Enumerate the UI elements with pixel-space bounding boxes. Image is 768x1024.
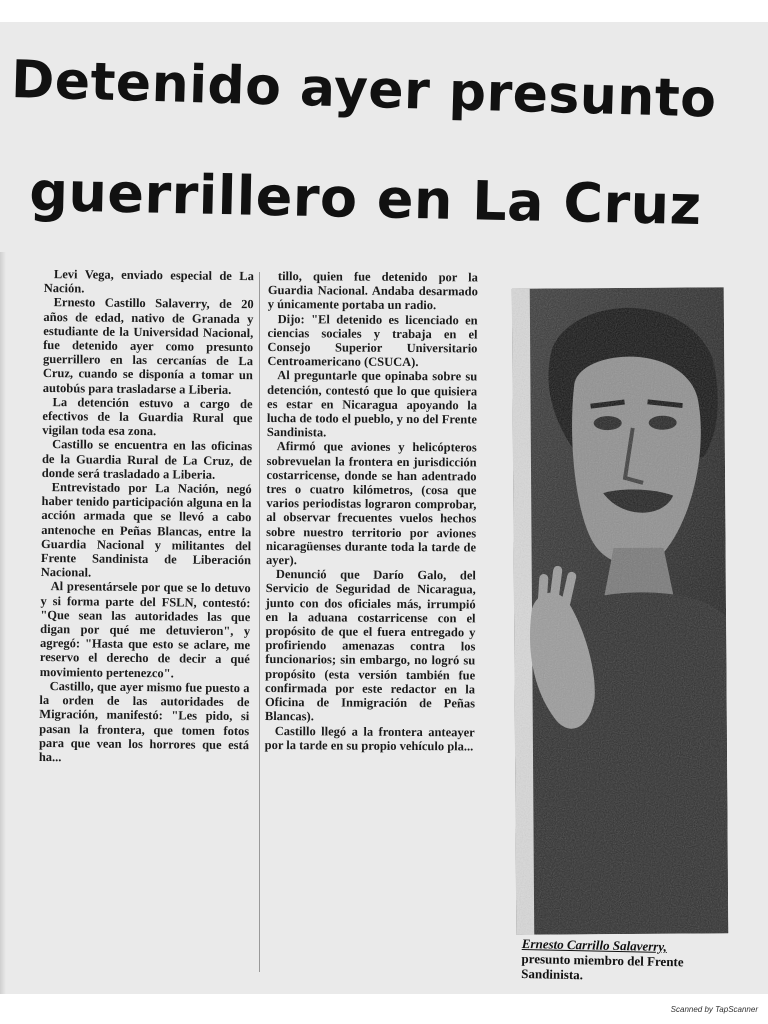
column-divider xyxy=(259,272,260,972)
article-column-1 xyxy=(39,267,254,766)
article-paragraph: Castillo, que ayer mismo fue puesto a la orden de las autoridades de Migración, manifestó: "Les pido, si pasan la frontera, que tomen fotos para que vean los horrores que está ha... xyxy=(38,678,250,765)
headline-line-1: Detenido ayer presunto xyxy=(10,50,718,130)
article-paragraph: Levi Vega, enviado especial de La Nación. xyxy=(43,267,254,296)
article-paragraph: Dijo: "El detenido es licenciado en ciencias sociales y trabaja en el Consejo Superior Universitario Centroamericano (CSUCA). xyxy=(267,311,478,370)
article-paragraph: Al preguntarle que opinaba sobre su detención, contestó que lo que quisiera es estar en Nicaragua apoyando la lucha de todo el pueblo, y no del Frente Sandinista. xyxy=(266,368,478,440)
portrait-image xyxy=(512,287,729,934)
article-paragraph: La detención estuvo a cargo de efectivos de la Guardia Rural que vigilan toda esa zona. xyxy=(42,394,253,439)
photo-caption xyxy=(521,936,746,986)
article-paragraph: Ernesto Castillo Salaverry, de 20 años de edad, nativo de Granada y estudiante de la Universidad Nacional, fue detenido ayer como presunto guerrillero en las cercanías de La Cruz, cuando se disponía a tomar un autobús para trasladarse a Liberia. xyxy=(42,295,254,397)
article-paragraph: tillo, quien fue detenido por la Guardia Nacional. Andaba desarmado y únicamente portaba un radio. xyxy=(267,269,478,313)
article-paragraph: Entrevistado por La Nación, negó haber tenido participación alguna en la acción armada que se llevó a cabo antenoche en Peñas Blancas, entre la Guardia Nacional y militantes del Frente Sandinista de Liberación Nacional. xyxy=(40,480,252,580)
article-paragraph: Denunció que Darío Galo, del Servicio de Seguridad de Nicaragua, junto con dos oficiales más, irrumpió en la aduana costarricense con el propósito de que el fuera entregado y profiriendo amenazas contra los funcionarios; sin embargo, no logró su propósito (esta versión también fue confirmada por este redactor en la Oficina de Inmigración de Peñas Blancas). xyxy=(264,567,476,724)
portrait-photo xyxy=(512,287,729,934)
article-paragraph: Castillo se encuentra en las oficinas de la Guardia Rural de La Cruz, de donde será trasladado a Liberia. xyxy=(41,437,253,482)
caption-name: Ernesto Carrillo Salaverry, xyxy=(521,936,668,955)
article-paragraph: Afirmó que aviones y helicópteros sobrevuelan la frontera en jurisdicción costarricense, donde se han adentrado tres o cuatro kilómetros, (cosa que varios periodistas lograron comprobar, al observar frecuentes vuelos hechos sobre nuestro territorio por aviones nicaragüenses durante toda la tarde de ayer). xyxy=(265,439,477,568)
article-paragraph: Al presentársele por que se lo detuvo y si forma parte del FSLN, contestó: "Que sean las autoridades las que digan por qué me detuvieron", y agregó: "Hasta que esto se aclare, me reservo el derecho de decir a qué movimiento pertenezco". xyxy=(39,579,251,681)
article-paragraph: Castillo llegó a la frontera anteayer por la tarde en su propio vehículo pla... xyxy=(264,723,475,754)
article-column-2 xyxy=(265,269,478,753)
newspaper-clipping xyxy=(0,22,768,994)
scanner-watermark: Scanned by TapScanner xyxy=(670,1005,758,1014)
headline-line-2: guerrillero en La Cruz xyxy=(28,160,703,238)
page-edge-shadow xyxy=(0,252,6,994)
caption-description: presunto miembro del Frente Sandinista. xyxy=(521,950,684,983)
